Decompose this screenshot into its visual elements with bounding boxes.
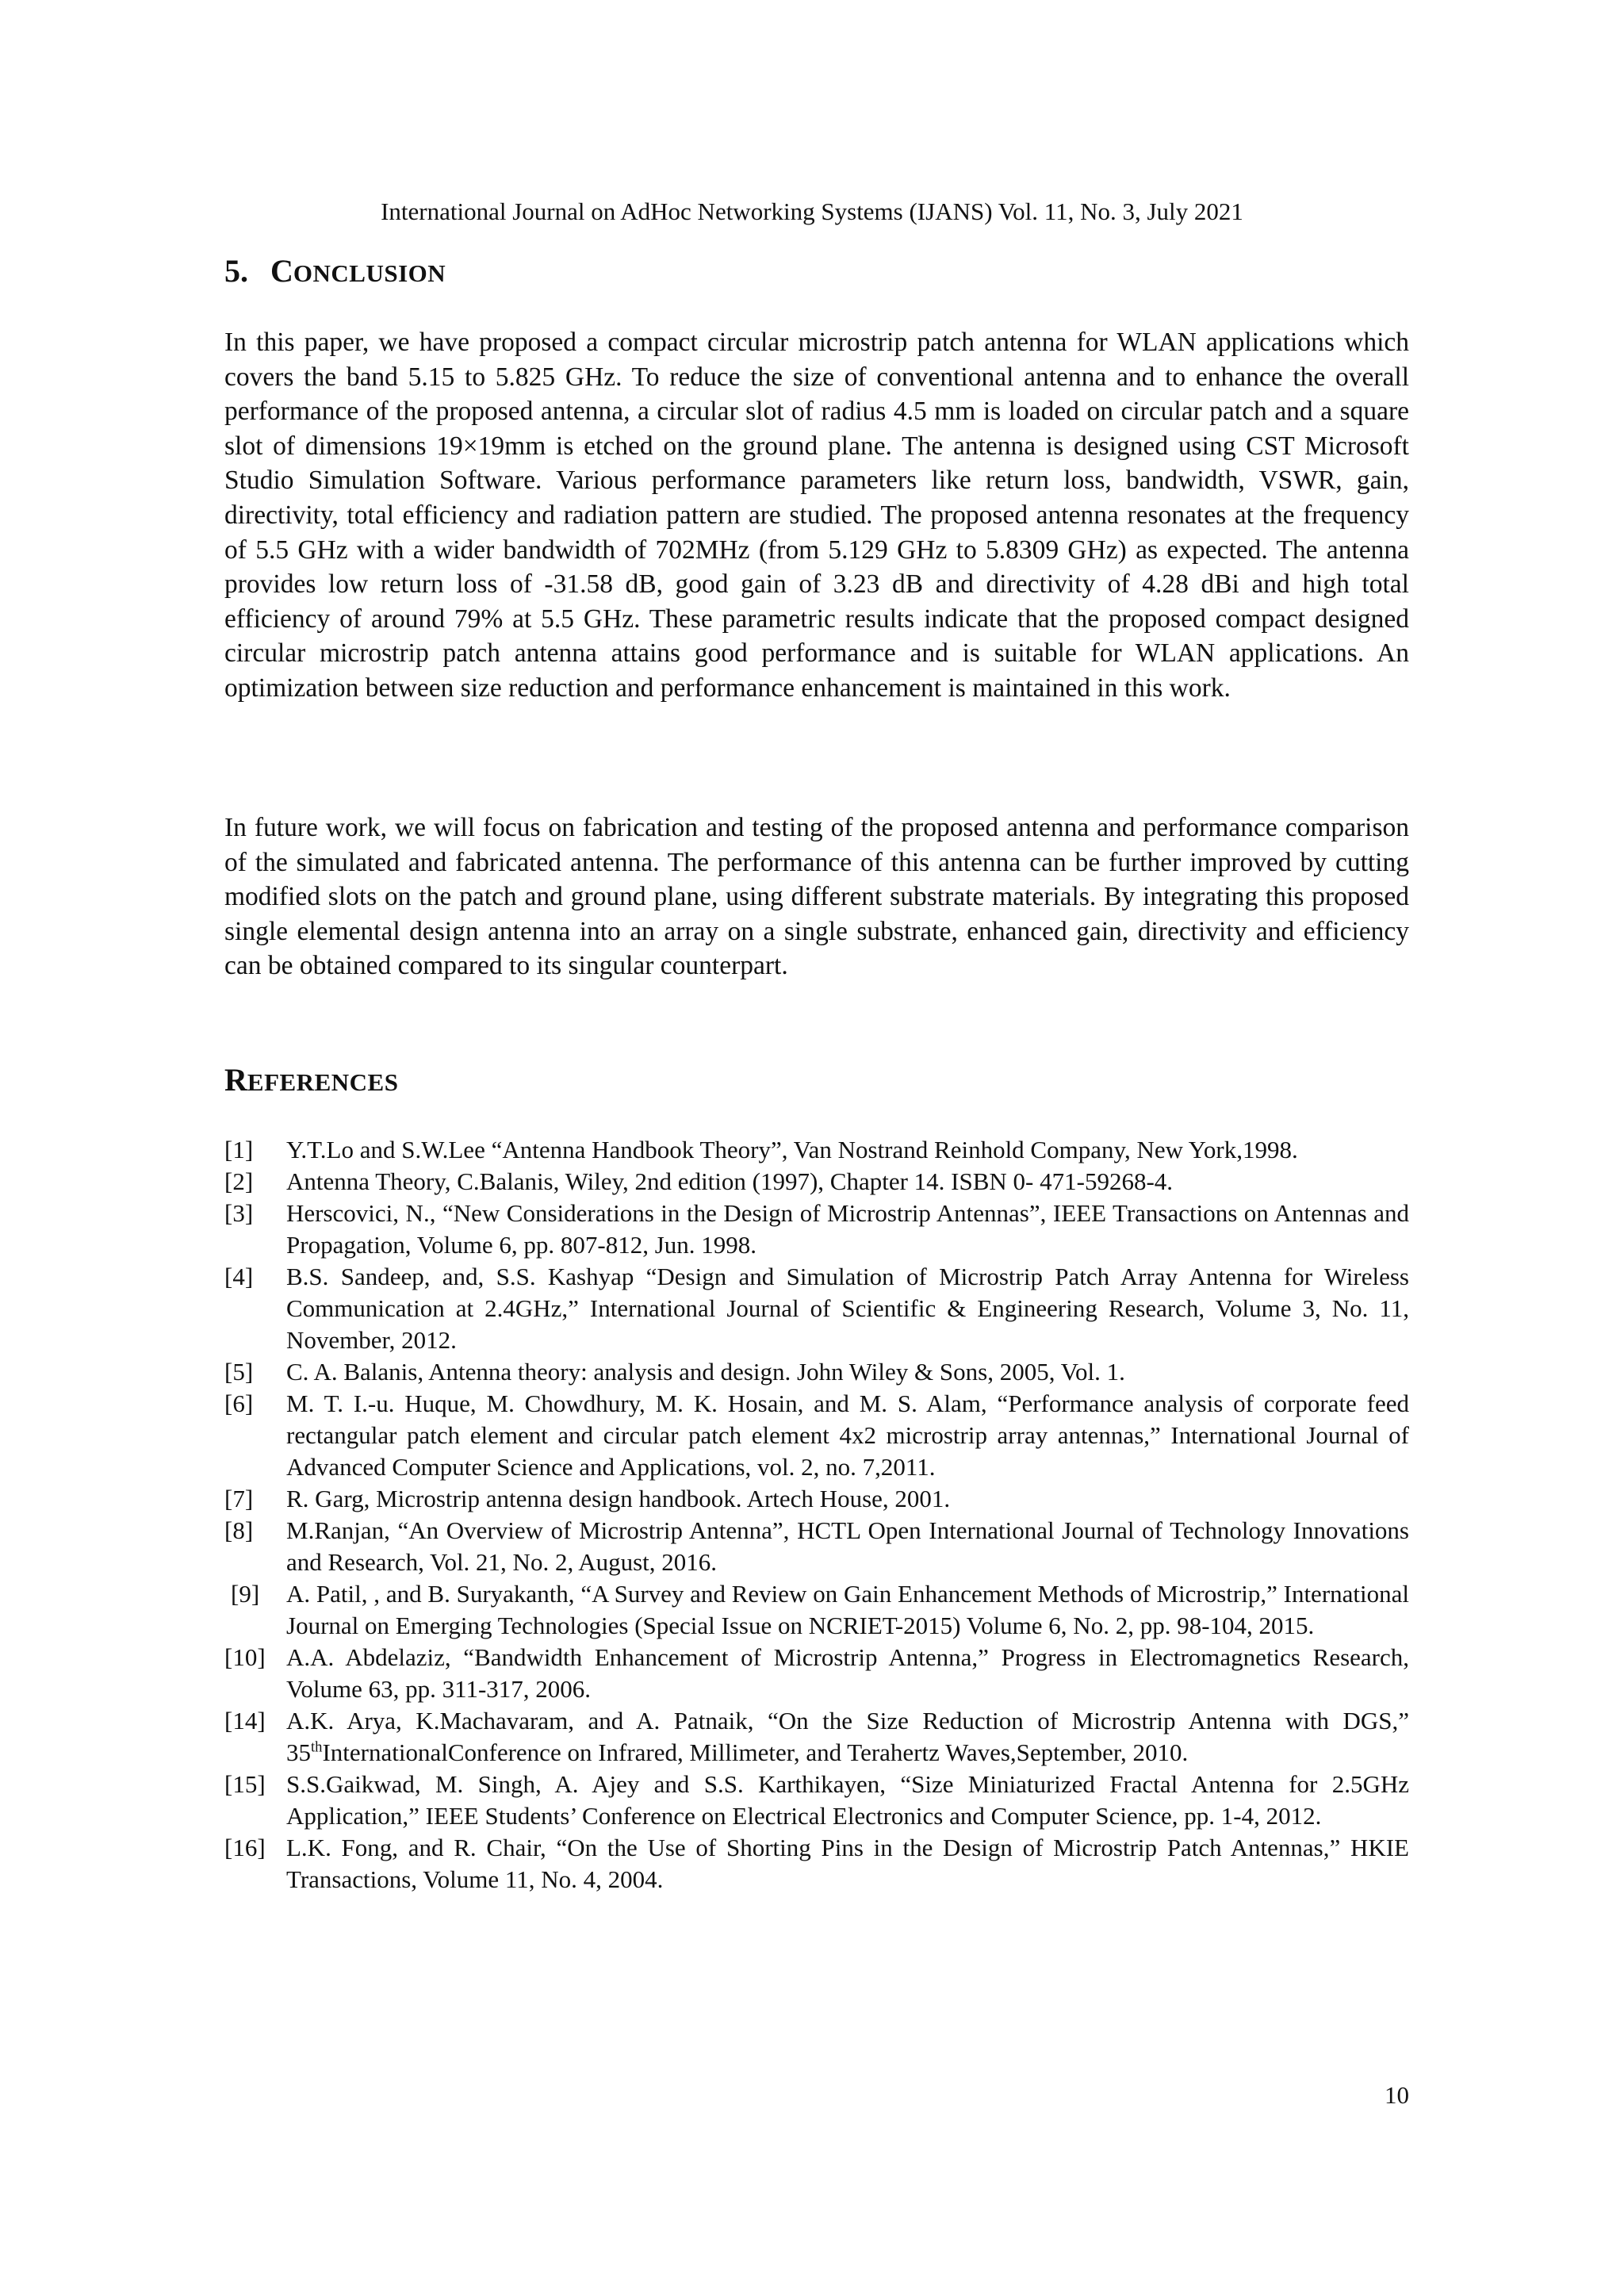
reference-text: C. A. Balanis, Antenna theory: analysis and design. John Wiley & Sons, 2005, Vol. 1. bbox=[286, 1358, 1125, 1386]
reference-item-16 bbox=[224, 1832, 1409, 1895]
reference-item-5 bbox=[224, 1356, 1409, 1388]
reference-item-15 bbox=[224, 1769, 1409, 1832]
reference-number: [2] bbox=[224, 1167, 254, 1195]
conclusion-heading bbox=[224, 252, 446, 293]
reference-list bbox=[224, 1134, 1409, 1895]
reference-number: [14] bbox=[224, 1707, 266, 1734]
references-title-rest: EFERENCES bbox=[247, 1068, 399, 1096]
reference-text: M.Ranjan, “An Overview of Microstrip Antenna”, HCTL Open International Journal of Technology Innovations and Research, Vol. 21, No. 2, August, 2016. bbox=[286, 1516, 1409, 1576]
conclusion-paragraph-1: In this paper, we have proposed a compact circular microstrip patch antenna for WLAN applications which covers the band 5.15 to 5.825 GHz. To reduce the size of conventional antenna and to enhance the overall performance of the proposed antenna, a circular slot of radius 4.5 mm is loaded on circular patch and a square slot of dimensions 19×19mm is etched on the ground plane. The antenna is designed using CST Microsoft Studio Simulation Software. Various performance parameters like return loss, bandwidth, VSWR, gain, directivity, total efficiency and radiation pattern are studied. The proposed antenna resonates at the frequency of 5.5 GHz with a wider bandwidth of 702MHz (from 5.129 GHz to 5.8309 GHz) as expected. The antenna provides low return loss of -31.58 dB, good gain of 3.23 dB and directivity of 4.28 dBi and high total efficiency of around 79% at 5.5 GHz. These parametric results indicate that the proposed compact designed circular microstrip patch antenna attains good performance and is suitable for WLAN applications. An optimization between size reduction and performance enhancement is maintained in this work. bbox=[224, 328, 1409, 703]
reference-number: [16] bbox=[224, 1834, 266, 1861]
reference-number: [5] bbox=[224, 1358, 254, 1386]
conclusion-paragraph-2: In future work, we will focus on fabrication and testing of the proposed antenna and performance comparison of the simulated and fabricated antenna. The performance of this antenna can be further improved by cutting modified slots on the patch and ground plane, using different substrate materials. By integrating this proposed single elemental design antenna into an array on a single substrate, enhanced gain, directivity and efficiency can be obtained compared to its singular counterpart. bbox=[224, 813, 1409, 981]
reference-text: Antenna Theory, C.Balanis, Wiley, 2nd edition (1997), Chapter 14. ISBN 0- 471-59268-4. bbox=[286, 1167, 1174, 1195]
reference-number: [4] bbox=[224, 1263, 254, 1290]
reference-item-9 bbox=[224, 1578, 1409, 1642]
reference-item-10 bbox=[224, 1642, 1409, 1705]
reference-number: [9] bbox=[231, 1580, 260, 1608]
reference-text: L.K. Fong, and R. Chair, “On the Use of Shorting Pins in the Design of Microstrip Patch Antennas,” HKIE Transactions, Volume 11, No. 4, 2004. bbox=[286, 1834, 1409, 1893]
reference-item-7 bbox=[224, 1483, 1409, 1515]
reference-item-14 bbox=[224, 1705, 1409, 1769]
reference-number: [1] bbox=[224, 1136, 254, 1163]
reference-number: [15] bbox=[224, 1770, 266, 1798]
page-number: 10 bbox=[1385, 2081, 1409, 2109]
reference-text: B.S. Sandeep, and, S.S. Kashyap “Design and Simulation of Microstrip Patch Array Antenna for Wireless Communication at 2.4GHz,” International Journal of Scientific & Engineering Research, Volume 3, No. 11, November, 2012. bbox=[286, 1263, 1409, 1354]
references-title-initial: R bbox=[224, 1062, 247, 1098]
section-title-rest: ONCLUSION bbox=[293, 259, 446, 287]
reference-number: [6] bbox=[224, 1389, 254, 1417]
reference-item-8 bbox=[224, 1515, 1409, 1578]
reference-item-3 bbox=[224, 1198, 1409, 1261]
reference-text: M. T. I.-u. Huque, M. Chowdhury, M. K. Hosain, and M. S. Alam, “Performance analysis of corporate feed rectangular patch element and circular patch element 4x2 microstrip array antennas,” International Journal of Advanced Computer Science and Applications, vol. 2, no. 7,2011. bbox=[286, 1389, 1409, 1481]
section-title-initial: C bbox=[270, 253, 293, 289]
reference-text-continued: InternationalConference on Infrared, Millimeter, and Terahertz Waves,September, 2010. bbox=[322, 1738, 1189, 1766]
reference-text: Herscovici, N., “New Considerations in the Design of Microstrip Antennas”, IEEE Transactions on Antennas and Propagation, Volume 6, pp. 807-812, Jun. 1998. bbox=[286, 1199, 1409, 1259]
reference-text: A. Patil, , and B. Suryakanth, “A Survey and Review on Gain Enhancement Methods of Microstrip,” International Journal on Emerging Technologies (Special Issue on NCRIET-2015) Volume 6, No. 2, pp. 98-104, 2015. bbox=[286, 1580, 1409, 1639]
reference-text: A.K. Arya, K.Machavaram, and A. Patnaik, “On the Size Reduction of Microstrip Antenna with DGS,” 35 bbox=[286, 1707, 1409, 1766]
reference-text: R. Garg, Microstrip antenna design handbook. Artech House, 2001. bbox=[286, 1485, 951, 1512]
reference-number: [7] bbox=[224, 1485, 254, 1512]
reference-text: A.A. Abdelaziz, “Bandwidth Enhancement of Microstrip Antenna,” Progress in Electromagnetics Research, Volume 63, pp. 311-317, 2006. bbox=[286, 1643, 1409, 1703]
reference-superscript: th bbox=[311, 1738, 323, 1756]
reference-item-1 bbox=[224, 1134, 1409, 1166]
reference-item-4 bbox=[224, 1261, 1409, 1356]
reference-item-2 bbox=[224, 1166, 1409, 1198]
reference-number: [3] bbox=[224, 1199, 254, 1227]
references-heading bbox=[224, 1061, 398, 1102]
running-header: International Journal on AdHoc Networking Systems (IJANS) Vol. 11, No. 3, July 2021 bbox=[381, 197, 1243, 225]
reference-text: Y.T.Lo and S.W.Lee “Antenna Handbook Theory”, Van Nostrand Reinhold Company, New York,1998. bbox=[286, 1136, 1298, 1163]
section-number: 5. bbox=[224, 253, 248, 289]
reference-item-6 bbox=[224, 1388, 1409, 1483]
reference-number: [10] bbox=[224, 1643, 266, 1671]
reference-text: S.S.Gaikwad, M. Singh, A. Ajey and S.S. Karthikayen, “Size Miniaturized Fractal Antenna for 2.5GHz Application,” IEEE Students’ Conference on Electrical Electronics and Computer Science, pp. 1-4, 2012. bbox=[286, 1770, 1409, 1830]
reference-number: [8] bbox=[224, 1516, 254, 1544]
